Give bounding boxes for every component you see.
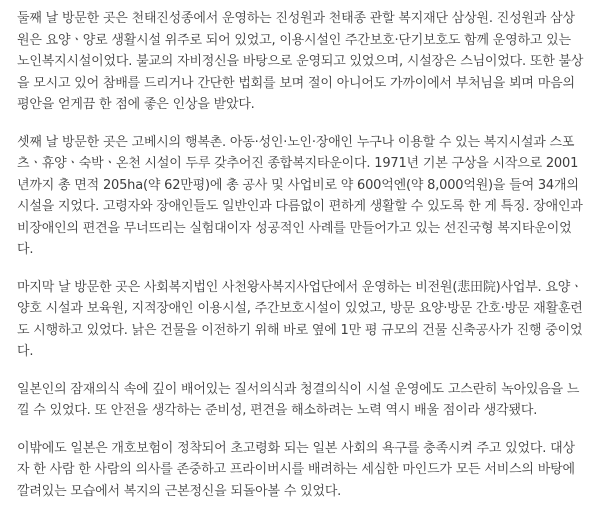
paragraph-impressions: 일본인의 잠재의식 속에 깊이 배어있는 질서의식과 청결의식이 시설 운영에도 고스란히 녹아있음을 느낄 수 있었다. 또 안전을 생각하는 준비성, 편견을 해소하려는 노력 역시 배울 점이라 생각됐다. — [17, 381, 580, 418]
paragraph-visit-day3: 셋째 날 방문한 곳은 고베시의 행복촌. 아동·성인·노인·장애인 누구나 이용할 수 있는 복지시설과 스포츠ㆍ휴양ㆍ숙박ㆍ온천 시설이 두루 갖추어진 종합복지타운이다. 1971년 기본 구상을 시작으로 2001년까지 총 면적 205ha(약 62만평)에 총 공사 및 사업비로 약 600억엔(약 8,000억원)을 들여 34개의 시설을 지었다. 고령자와 장애인들도 일반인과 다름없이 편하게 생활할 수 있도록 한 게 특징. 장애인과 비장애인의 편견을 무너뜨리는 실험대이자 성공적인 사례를 만들어가고 있는 선진국형 복지타운이었다. — [17, 134, 583, 257]
paragraph-visit-day2: 둘째 날 방문한 곳은 천태진성종에서 운영하는 진성원과 천태종 관할 복지재단 삼상원. 진성원과 삼상원은 요양ㆍ양로 생활시설 위주로 되어 있었고, 이용시설인 주간보호·단기보호도 함께 운영하고 있는 노인복지시설이었다. 불교의 자비정신을 바탕으로 운영되고 있었으며, 시설장은 스님이었다. 또한 불상을 모시고 있어 참배를 드리거나 간단한 법회를 보며 절이 아니어도 가까이에서 부처님을 뵈며 마음의 평안을 얻게끔 한 점에 좋은 인상을 받았다. — [17, 11, 584, 112]
paragraph-visit-last-day: 마지막 날 방문한 곳은 사회복지법인 사천왕사복지사업단에서 운영하는 비전원(悲田院)사업부. 요양ㆍ양호 시설과 보육원, 지적장애인 이용시설, 주간보호시설이 있었고, 방문 요양·방문 간호·방문 재활훈련도 시행하고 있었다. 낡은 건물을 이전하기 위해 바로 옆에 1만 평 규모의 건물 신축공사가 진행 중이었다. — [17, 279, 583, 359]
paragraph-conclusion: 이밖에도 일본은 개호보험이 정착되어 초고령화 되는 일본 사회의 욕구를 충족시켜 주고 있었다. 대상자 한 사람 한 사람의 의사를 존중하고 프라이버시를 배려하는 세심한 마인드가 모든 서비스의 바탕에 깔려있는 모습에서 복지의 근본정신을 되돌아볼 수 있었다. — [17, 440, 575, 499]
